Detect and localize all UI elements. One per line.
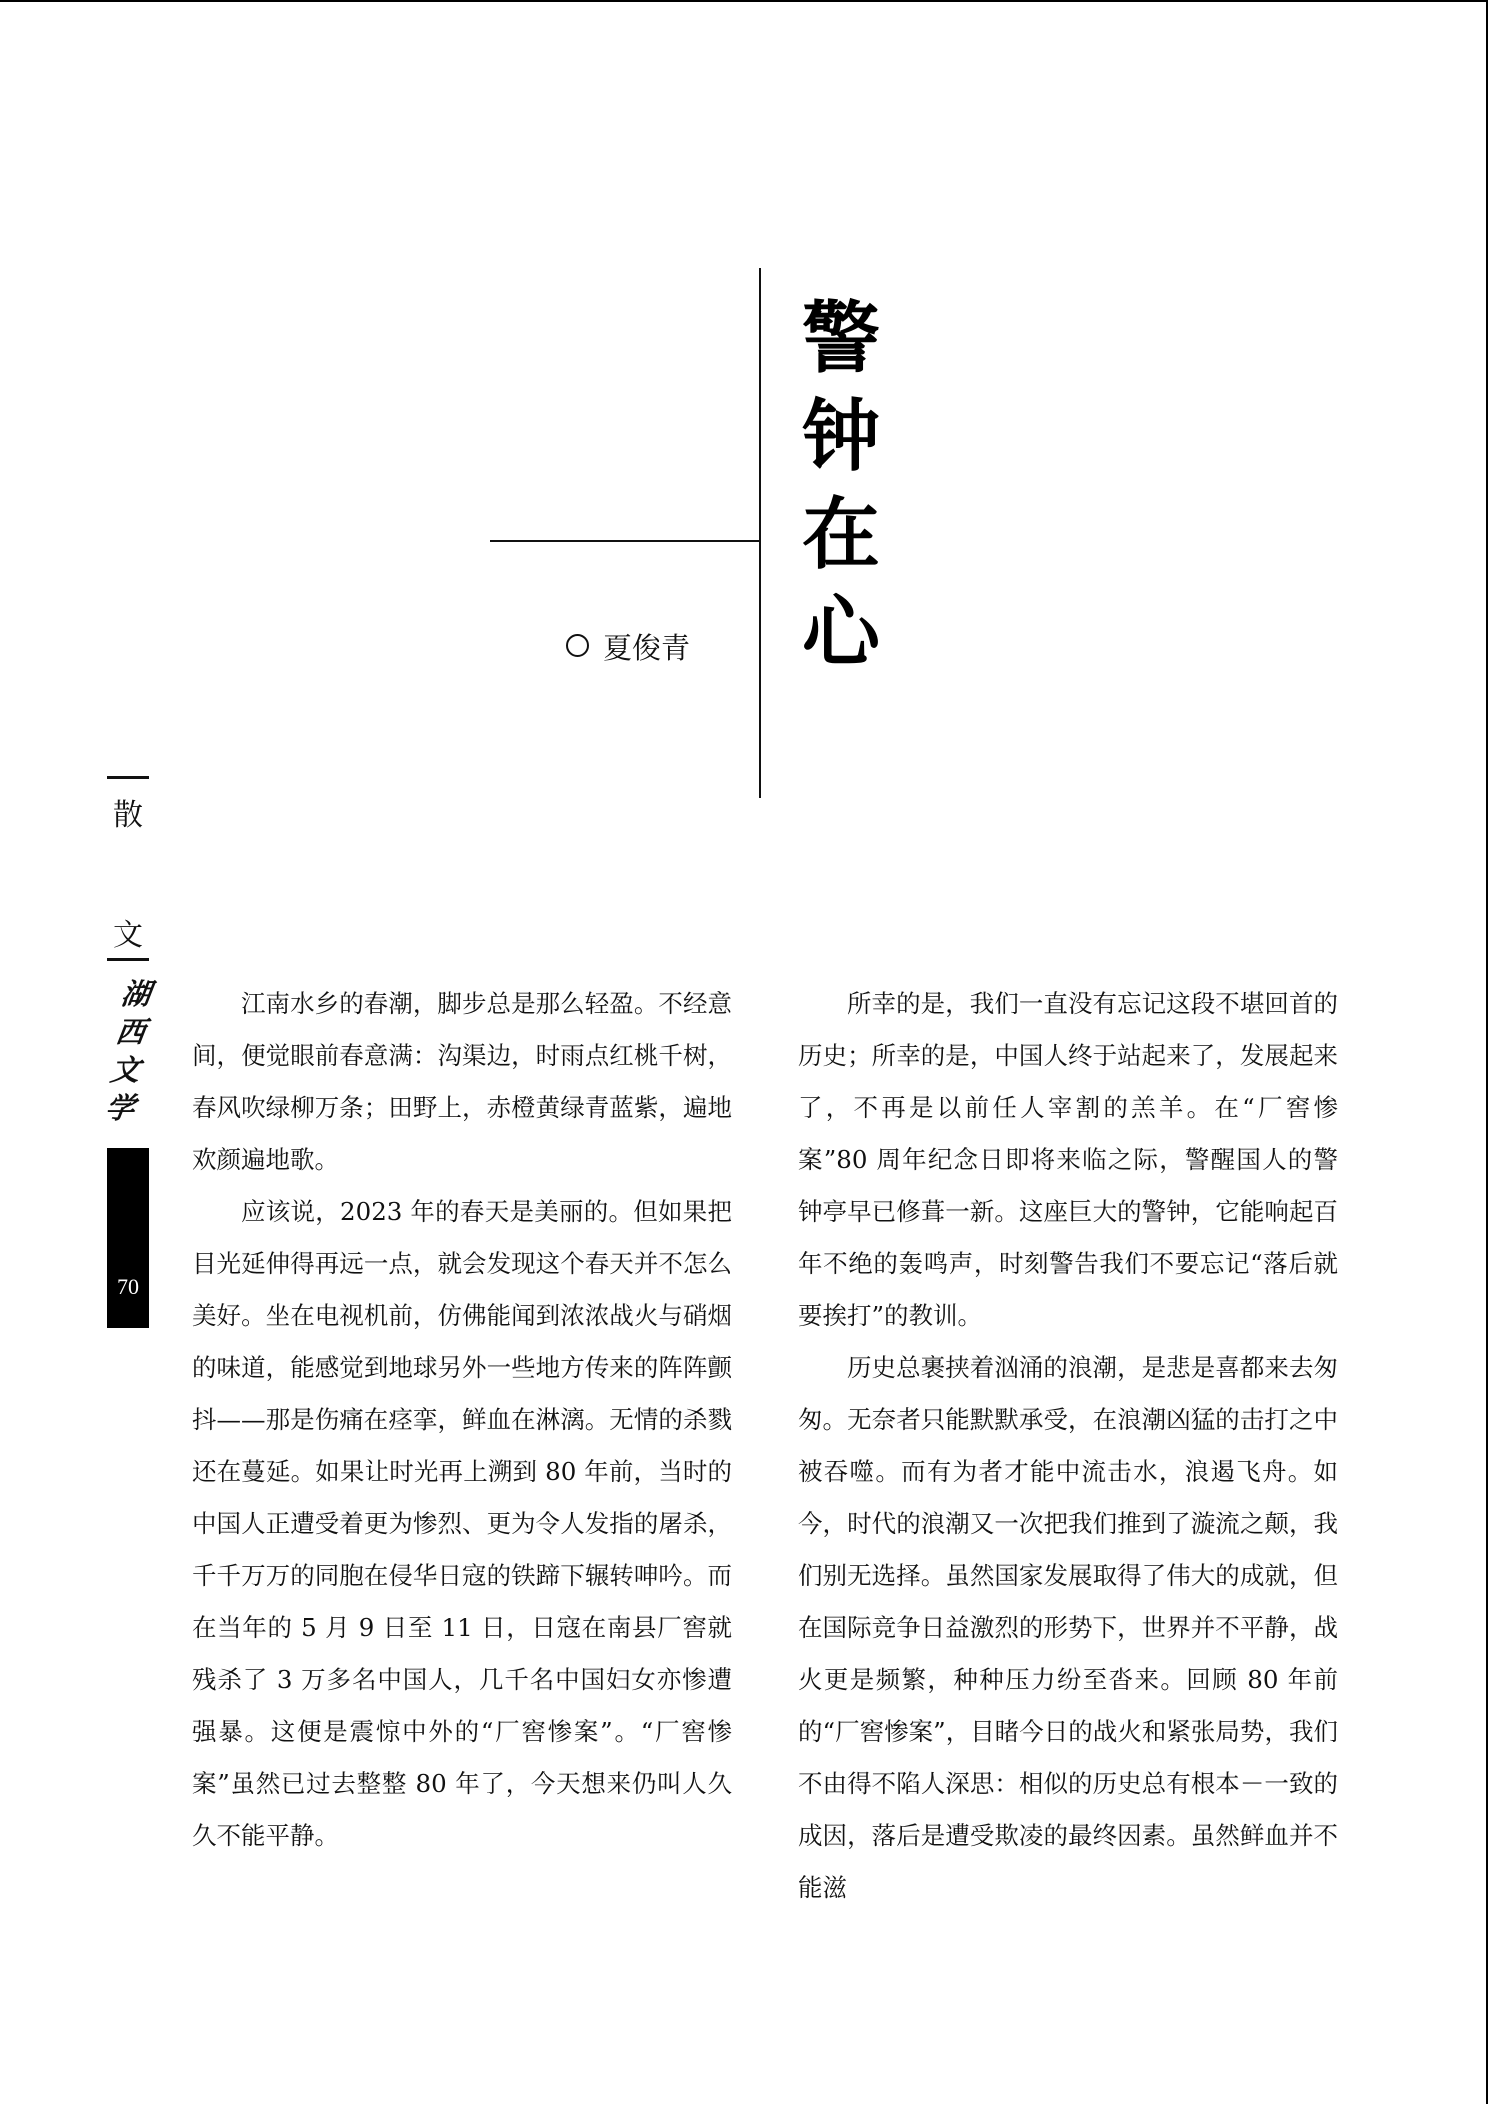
section-label	[107, 790, 149, 954]
page-number-tab	[107, 1148, 149, 1328]
rail-mid-rule	[107, 958, 149, 961]
journal-name-char: 文	[108, 1053, 143, 1087]
paragraph: 江南水乡的春潮，脚步总是那么轻盈。不经意间，便觉眼前春意满：沟渠边，时雨点红桃千树，春风吹绿柳万条；田野上，赤橙黄绿青蓝紫，遍地欢颜遍地歌。	[192, 989, 732, 1174]
journal-name-char: 西	[113, 1015, 148, 1049]
article-title	[796, 290, 886, 682]
circle-bullet-icon	[566, 634, 589, 657]
title-char: 在	[801, 490, 880, 580]
journal-name-char: 学	[103, 1091, 137, 1125]
journal-name-char: 湖	[119, 977, 153, 1011]
title-char: 心	[801, 588, 880, 678]
title-vertical-rule	[759, 268, 761, 798]
journal-name	[96, 975, 159, 1127]
author-byline	[566, 628, 690, 668]
paragraph: 历史总裹挟着汹涌的浪潮，是悲是喜都来去匆匆。无奈者只能默默承受，在浪潮凶猛的击打之中被吞噬。而有为者才能中流击水，浪遏飞舟。如今，时代的浪潮又一次把我们推到了漩流之颠，我们别无选择。虽然国家发展取得了伟大的成就，但在国际竞争日益激烈的形势下，世界并不平静，战火更是频繁，种种压力纷至沓来。回顾 80 年前的“厂窖惨案”，目睹今日的战火和紧张局势，我们不由得不陷人深思：相似的历史总有根本－一致的成因，落后是遭受欺凌的最终因素。虽然鲜血并不能滋	[798, 1353, 1338, 1902]
rail-top-rule	[107, 776, 149, 779]
section-label-char: 散	[113, 798, 143, 833]
paragraph: 所幸的是，我们一直没有忘记这段不堪回首的历史；所幸的是，中国人终于站起来了，发展起来了，不再是以前任人宰割的羔羊。在“厂窖惨案”80 周年纪念日即将来临之际，警醒国人的警钟亭早已修葺一新。这座巨大的警钟，它能响起百年不绝的轰鸣声，时刻警告我们不要忘记“落后就要挨打”的教训。	[798, 989, 1338, 1330]
page-number: 70	[117, 1274, 139, 1299]
title-horizontal-rule	[490, 540, 760, 542]
body-column-right	[798, 978, 1338, 1914]
author-name: 夏俊青	[603, 631, 691, 665]
title-char: 警	[801, 294, 880, 384]
paragraph: 应该说，2023 年的春天是美丽的。但如果把目光延伸得再远一点，就会发现这个春天并不怎么美好。坐在电视机前，仿佛能闻到浓浓战火与硝烟的味道，能感觉到地球另外一些地方传来的阵阵颤抖——那是伤痛在痉挛，鲜血在淋漓。无情的杀戮还在蔓延。如果让时光再上溯到 80 年前，当时的中国人正遭受着更为惨烈、更为令人发指的屠杀，千千万万的同胞在侵华日寇的铁蹄下辗转呻吟。而在当年的 5 月 9 日至 11 日，日寇在南县厂窖就残杀了 3 万多名中国人，几千名中国妇女亦惨遭强暴。这便是震惊中外的“厂窖惨案”。“厂窖惨案”虽然已过去整整 80 年了，今天想来仍叫人久久不能平静。	[192, 1197, 732, 1850]
body-column-left	[192, 978, 732, 1862]
title-char: 钟	[801, 392, 880, 482]
section-label-char: 文	[113, 918, 143, 953]
